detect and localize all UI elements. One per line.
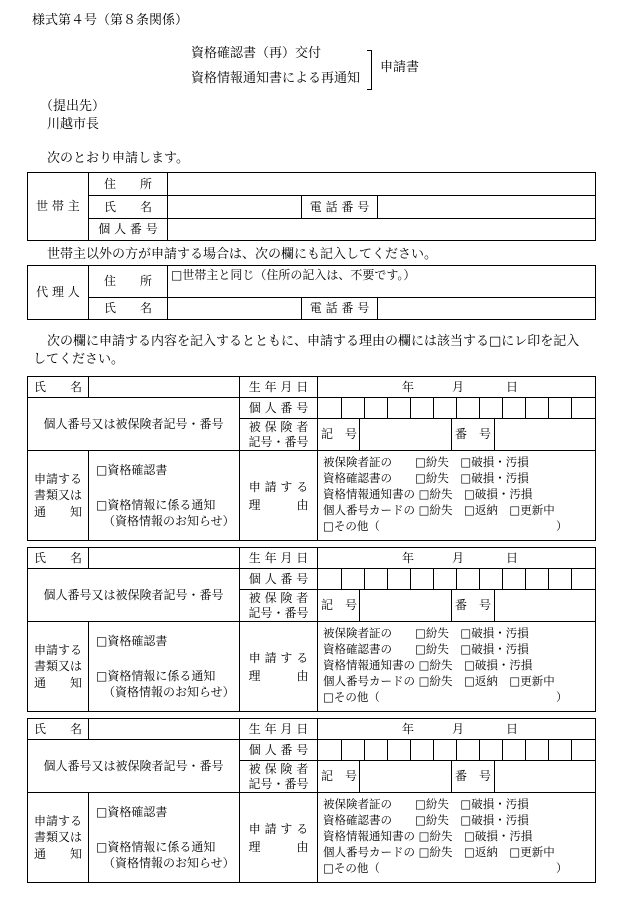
householder-address-label: 住 所 — [89, 173, 168, 196]
title-line2: 資格情報通知書による再通知 — [191, 71, 361, 86]
mynumber-digit-box[interactable] — [503, 398, 526, 418]
doc-option-notice-sub: （資格情報のお知らせ） — [103, 685, 235, 699]
applicant-reason-label: 申 請 す る 理 由 — [240, 622, 318, 712]
applicant-mynumber-label: 個 人 番 号 — [240, 569, 318, 590]
mynumber-digit-box[interactable] — [387, 398, 410, 418]
householder-name-field[interactable] — [168, 196, 302, 219]
mynumber-digit-box[interactable] — [572, 569, 595, 589]
applicant-reason-options — [318, 622, 596, 712]
proxy-address-field[interactable] — [168, 266, 596, 298]
birthdate-day-label: 日 — [506, 551, 519, 565]
applicant-doc-label: 申請する 書類又は 通 知 — [28, 793, 89, 883]
mynumber-digit-box[interactable] — [433, 398, 456, 418]
mynumber-digit-box[interactable] — [364, 740, 387, 760]
submit-to-label: （提出先） — [40, 99, 106, 114]
mynumber-digit-box[interactable] — [480, 398, 503, 418]
mynumber-digit-box[interactable] — [480, 569, 503, 589]
mynumber-digit-box[interactable] — [526, 398, 549, 418]
reason-certificate[interactable]: 資格確認書の □紛失 □破損・汚損 — [323, 813, 529, 827]
reason-other-close: ） — [556, 861, 568, 875]
birthdate-month-label: 月 — [452, 380, 465, 394]
householder-phone-field[interactable] — [378, 196, 596, 219]
applicant-doc-label: 申請する 書類又は 通 知 — [28, 622, 89, 712]
applicant-kigou-field[interactable] — [360, 761, 452, 793]
applicant-bangou-label: 番 号 — [452, 419, 495, 451]
applicant-mynumber-field[interactable] — [318, 740, 596, 761]
reason-insurance-card[interactable]: 被保険者証の □紛失 □破損・汚損 — [323, 626, 529, 640]
householder-address-field[interactable] — [168, 173, 596, 196]
applicant-bangou-label: 番 号 — [452, 590, 495, 622]
mynumber-digit-box[interactable] — [364, 398, 387, 418]
householder-phone-label: 電 話 番 号 — [302, 196, 378, 219]
mynumber-digit-box[interactable] — [572, 398, 595, 418]
doc-option-notice-sub: （資格情報のお知らせ） — [103, 856, 235, 870]
applicant-name-label: 氏 名 — [28, 377, 89, 398]
applicant-birthdate-label: 生 年 月 日 — [240, 548, 318, 569]
applicant-kigou-label: 記 号 — [318, 419, 360, 451]
applicant-reason-label: 申 請 す る 理 由 — [240, 451, 318, 541]
applicant-birthdate-label: 生 年 月 日 — [240, 377, 318, 398]
applicant-name-field[interactable] — [89, 719, 240, 740]
reason-certificate[interactable]: 資格確認書の □紛失 □破損・汚損 — [323, 471, 529, 485]
birthdate-year-label: 年 — [402, 551, 415, 565]
applicant-mynumber-label: 個 人 番 号 — [240, 398, 318, 419]
mynumber-digit-box[interactable] — [318, 740, 341, 760]
proxy-same-as-checkbox[interactable]: □世帯主と同じ（住所の記入は、不要です。） — [171, 268, 416, 282]
mynumber-digit-box[interactable] — [572, 740, 595, 760]
doc-option-notice-checkbox[interactable]: □資格情報に係る通知 — [96, 669, 216, 683]
proxy-name-field[interactable] — [168, 298, 302, 320]
applicant-kigou-label: 記 号 — [318, 761, 360, 793]
applicant-id-label: 個人番号又は被保険者記号・番号 — [28, 398, 240, 451]
mynumber-digit-box[interactable] — [433, 569, 456, 589]
reason-insurance-card[interactable]: 被保険者証の □紛失 □破損・汚損 — [323, 797, 529, 811]
mynumber-digit-box[interactable] — [526, 740, 549, 760]
proxy-name-label: 氏 名 — [89, 298, 168, 320]
applicant-kigou-field[interactable] — [360, 590, 452, 622]
reason-other[interactable]: □その他（ — [323, 861, 380, 875]
title-line1: 資格確認書（再）交付 — [191, 46, 322, 61]
doc-option-notice-checkbox[interactable]: □資格情報に係る通知 — [96, 840, 216, 854]
mynumber-digit-box[interactable] — [364, 569, 387, 589]
applicant-mynumber-field[interactable] — [318, 569, 596, 590]
householder-mynumber-field[interactable] — [168, 219, 596, 241]
applicant-name-label: 氏 名 — [28, 719, 89, 740]
proxy-address-label: 住 所 — [89, 266, 168, 298]
mynumber-digit-box[interactable] — [318, 398, 341, 418]
doc-option-notice-checkbox[interactable]: □資格情報に係る通知 — [96, 498, 216, 512]
mynumber-digit-box[interactable] — [456, 740, 479, 760]
instructions-line2: してください。 — [33, 352, 125, 367]
mynumber-digit-box[interactable] — [433, 740, 456, 760]
proxy-phone-field[interactable] — [378, 298, 596, 320]
mynumber-digit-box[interactable] — [503, 740, 526, 760]
applicant-reason-options — [318, 451, 596, 541]
mynumber-digit-box[interactable] — [387, 740, 410, 760]
applicant-name-label: 氏 名 — [28, 548, 89, 569]
doc-option-notice-sub: （資格情報のお知らせ） — [103, 514, 235, 528]
mynumber-digit-box[interactable] — [410, 398, 433, 418]
proxy-note: 世帯主以外の方が申請する場合は、次の欄にも記入してください。 — [47, 247, 438, 262]
applicant-birthdate-label: 生 年 月 日 — [240, 719, 318, 740]
applicant-table-3 — [27, 718, 596, 883]
form-number: 様式第４号（第８条関係） — [32, 13, 189, 28]
doc-option-certificate-checkbox[interactable]: □資格確認書 — [96, 463, 168, 477]
reason-other[interactable]: □その他（ — [323, 519, 380, 533]
applicant-name-field[interactable] — [89, 377, 240, 398]
birthdate-year-label: 年 — [402, 380, 415, 394]
applicant-mynumber-label: 個 人 番 号 — [240, 740, 318, 761]
proxy-phone-label: 電 話 番 号 — [302, 298, 378, 320]
reason-other-close: ） — [556, 519, 568, 533]
proxy-section: 代 理 人 — [28, 266, 89, 320]
reason-notice[interactable]: 資格情報通知書の □紛失 □破損・汚損 — [323, 487, 533, 501]
birthdate-year-label: 年 — [402, 722, 415, 736]
applicant-doc-options — [89, 793, 240, 883]
mynumber-digit-box[interactable] — [410, 740, 433, 760]
applicant-birthdate-field[interactable] — [318, 377, 596, 398]
birthdate-month-label: 月 — [452, 722, 465, 736]
mynumber-digit-box[interactable] — [341, 398, 364, 418]
doc-option-certificate-checkbox[interactable]: □資格確認書 — [96, 634, 168, 648]
applicant-doc-options — [89, 622, 240, 712]
reason-mynumber-card[interactable]: 個人番号カードの □紛失 □返納 □更新中 — [323, 845, 555, 859]
mynumber-digit-box[interactable] — [341, 569, 364, 589]
mynumber-digit-box[interactable] — [456, 398, 479, 418]
mynumber-digit-box[interactable] — [410, 569, 433, 589]
mynumber-digit-box[interactable] — [549, 569, 572, 589]
reason-other[interactable]: □その他（ — [323, 690, 380, 704]
applicant-doc-options — [89, 451, 240, 541]
applicant-bangou-field[interactable] — [495, 761, 596, 793]
applicant-bangou-label: 番 号 — [452, 761, 495, 793]
applicant-kigou-field[interactable] — [360, 419, 452, 451]
applicant-id-label: 個人番号又は被保険者記号・番号 — [28, 740, 240, 793]
mynumber-digit-box[interactable] — [526, 569, 549, 589]
applicant-kigou-label: 記 号 — [318, 590, 360, 622]
applicant-insured-label: 被 保 険 者 記号・番号 — [240, 761, 318, 793]
birthdate-day-label: 日 — [506, 380, 519, 394]
applicant-birthdate-field[interactable] — [318, 719, 596, 740]
mynumber-digit-box[interactable] — [480, 740, 503, 760]
applicant-reason-options — [318, 793, 596, 883]
proxy-table — [27, 265, 596, 320]
doc-option-certificate-checkbox[interactable]: □資格確認書 — [96, 805, 168, 819]
applicant-name-field[interactable] — [89, 548, 240, 569]
applicant-table-2 — [27, 547, 596, 712]
applicant-bangou-field[interactable] — [495, 419, 596, 451]
mynumber-digit-box[interactable] — [456, 569, 479, 589]
submit-to: 川越市長 — [47, 117, 100, 132]
reason-notice[interactable]: 資格情報通知書の □紛失 □破損・汚損 — [323, 658, 533, 672]
householder-section: 世 帯 主 — [28, 173, 89, 241]
reason-certificate[interactable]: 資格確認書の □紛失 □破損・汚損 — [323, 642, 529, 656]
mynumber-digit-box[interactable] — [549, 398, 572, 418]
applicant-table-1 — [27, 376, 596, 541]
title-brace — [367, 50, 372, 90]
mynumber-digit-box[interactable] — [341, 740, 364, 760]
applicant-reason-label: 申 請 す る 理 由 — [240, 793, 318, 883]
householder-mynumber-label: 個 人 番 号 — [89, 219, 168, 241]
applicant-mynumber-field[interactable] — [318, 398, 596, 419]
mynumber-digit-box[interactable] — [318, 569, 341, 589]
reason-insurance-card[interactable]: 被保険者証の □紛失 □破損・汚損 — [323, 455, 529, 469]
reason-mynumber-card[interactable]: 個人番号カードの □紛失 □返納 □更新中 — [323, 674, 555, 688]
mynumber-digit-box[interactable] — [387, 569, 410, 589]
applicant-insured-label: 被 保 険 者 記号・番号 — [240, 590, 318, 622]
applicant-insured-label: 被 保 険 者 記号・番号 — [240, 419, 318, 451]
reason-other-close: ） — [556, 690, 568, 704]
applicant-birthdate-field[interactable] — [318, 548, 596, 569]
mynumber-digit-box[interactable] — [503, 569, 526, 589]
applicant-id-label: 個人番号又は被保険者記号・番号 — [28, 569, 240, 622]
applicant-bangou-field[interactable] — [495, 590, 596, 622]
mynumber-digit-box[interactable] — [549, 740, 572, 760]
intro-text: 次のとおり申請します。 — [47, 151, 189, 166]
birthdate-month-label: 月 — [452, 551, 465, 565]
title-suffix: 申請書 — [380, 60, 420, 75]
instructions-line1: 次の欄に申請する内容を記入するとともに、申請する理由の欄には該当する□にレ印を記入 — [47, 334, 580, 349]
birthdate-day-label: 日 — [506, 722, 519, 736]
householder-name-label: 氏 名 — [89, 196, 168, 219]
applicant-doc-label: 申請する 書類又は 通 知 — [28, 451, 89, 541]
householder-table — [27, 172, 596, 241]
reason-mynumber-card[interactable]: 個人番号カードの □紛失 □返納 □更新中 — [323, 503, 555, 517]
reason-notice[interactable]: 資格情報通知書の □紛失 □破損・汚損 — [323, 829, 533, 843]
